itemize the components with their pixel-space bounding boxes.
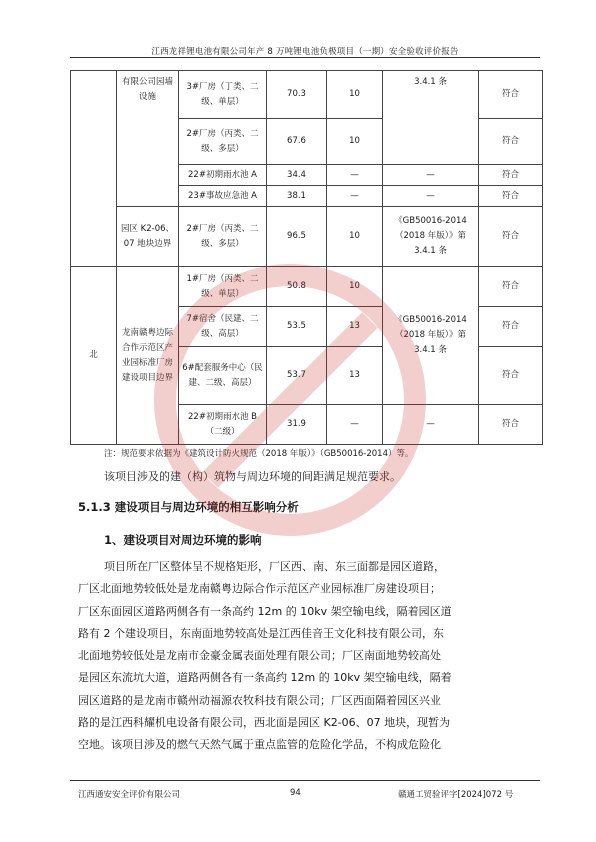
- body-line: 北面地势较低处是龙南市金豪金属表面处理有限公司；厂区南面地势较高处: [78, 649, 441, 663]
- area-cell: 有限公司园墙设施: [117, 71, 179, 207]
- distance-cell: 67.6: [267, 119, 327, 165]
- building-cell: 23#事故应急池 A: [179, 186, 267, 207]
- required-cell: 13: [327, 307, 383, 347]
- building-cell: 3#厂房（丁类、二级、单层）: [179, 71, 267, 119]
- distance-cell: 31.9: [267, 405, 327, 445]
- header-divider: [70, 57, 540, 58]
- required-cell: —: [327, 405, 383, 445]
- result-cell: 符合: [479, 307, 543, 347]
- required-cell: 10: [327, 119, 383, 165]
- standard-cell: 《GB50016-2014（2018 年版）》第 3.4.1 条: [383, 207, 479, 267]
- result-cell: 符合: [479, 347, 543, 405]
- required-cell: 10: [327, 207, 383, 267]
- required-cell: 10: [327, 71, 383, 119]
- standard-cell: —: [383, 405, 479, 445]
- required-cell: 13: [327, 347, 383, 405]
- body-line: 园区道路的是龙南市赣州动福源农牧科技有限公司；厂区西面隔着园区兴业: [78, 693, 441, 707]
- building-cell: 22#初期雨水池 A: [179, 165, 267, 186]
- area-cell: 龙南赣粤边际合作示范区产业园标准厂房建设项目边界: [117, 267, 179, 445]
- footer-company: 江西通安安全评价有限公司: [78, 790, 181, 800]
- building-cell: 2#厂房（丙类、二级、多层）: [179, 119, 267, 165]
- table-note: 注：规范要求依据为《建筑设计防火规范（2018 年版）》（GB50016-2014）等。: [104, 449, 414, 459]
- distance-table: [70, 70, 543, 445]
- required-cell: 10: [327, 267, 383, 307]
- building-cell: 2#厂房（丙类、二级、多层）: [179, 207, 267, 267]
- distance-cell: 70.3: [267, 71, 327, 119]
- result-cell: 符合: [479, 186, 543, 207]
- result-cell: 符合: [479, 267, 543, 307]
- direction-cell: [71, 71, 117, 267]
- conclusion-text: 该项目涉及的建（构）筑物与周边环境的间距满足规范要求。: [104, 470, 401, 483]
- section-heading: 5.1.3 建设项目与周边环境的相互影响分析: [78, 500, 299, 514]
- result-cell: 符合: [479, 119, 543, 165]
- body-line: 是园区东流坑大道，道路两侧各有一条高约 12m 的 10kv 架空输电线，隔着: [78, 671, 452, 685]
- body-line: 项目所在厂区整体呈不规格矩形，厂区西、南、东三面都是园区道路，: [104, 560, 445, 573]
- result-cell: 符合: [479, 165, 543, 186]
- distance-cell: 96.5: [267, 207, 327, 267]
- footer-report-no: 赣通工贸验评字[2024]072 号: [398, 790, 514, 800]
- body-line: 路的是江西科耀机电设备有限公司，西北面是园区 K2-06、07 地块，现暂为: [78, 716, 451, 730]
- body-line: 路有 2 个建设项目，东南面地势较高处是江西佳音王文化科技有限公司，东: [78, 626, 444, 640]
- page-number: 94: [290, 788, 301, 798]
- distance-cell: 53.7: [267, 347, 327, 405]
- subsection-heading: 1、建设项目对周边环境的影响: [104, 533, 262, 547]
- result-cell: 符合: [479, 207, 543, 267]
- required-cell: —: [327, 165, 383, 186]
- standard-cell: —: [383, 186, 479, 207]
- distance-cell: 50.8: [267, 267, 327, 307]
- building-cell: 6#配套服务中心（民建、二级、高层）: [179, 347, 267, 405]
- body-line: 厂区北面地势较低处是龙南赣粤边际合作示范区产业园标准厂房建设项目；: [78, 582, 441, 596]
- distance-cell: 34.4: [267, 165, 327, 186]
- standard-cell: 《GB50016-2014（2018 年版）》第 3.4.1 条: [383, 267, 479, 405]
- distance-cell: 53.5: [267, 307, 327, 347]
- body-line: 空地。该项目涉及的燃气天然气属于重点监管的危险化学品，不构成危险化: [78, 738, 441, 752]
- result-cell: 符合: [479, 71, 543, 119]
- distance-cell: 38.1: [267, 186, 327, 207]
- direction-cell: 北: [71, 267, 117, 445]
- body-line: 厂区东面园区道路两侧各有一条高约 12m 的 10kv 架空输电线，隔着园区道: [78, 604, 452, 618]
- building-cell: 1#厂房（丙类、二级、单层）: [179, 267, 267, 307]
- standard-cell: —: [383, 165, 479, 186]
- result-cell: 符合: [479, 405, 543, 445]
- required-cell: —: [327, 186, 383, 207]
- body-paragraph: [78, 556, 540, 757]
- area-cell: 园区 K2-06、07 地块边界: [117, 207, 179, 267]
- footer-divider: [70, 780, 540, 781]
- page-header: 江西龙祥锂电池有限公司年产 8 万吨锂电池负极项目（一期）安全验收评价报告: [151, 47, 459, 57]
- building-cell: 7#宿舍（民建、二级、高层）: [179, 307, 267, 347]
- building-cell: 22#初期雨水池 B（二级）: [179, 405, 267, 445]
- standard-cell: 3.4.1 条: [383, 71, 479, 165]
